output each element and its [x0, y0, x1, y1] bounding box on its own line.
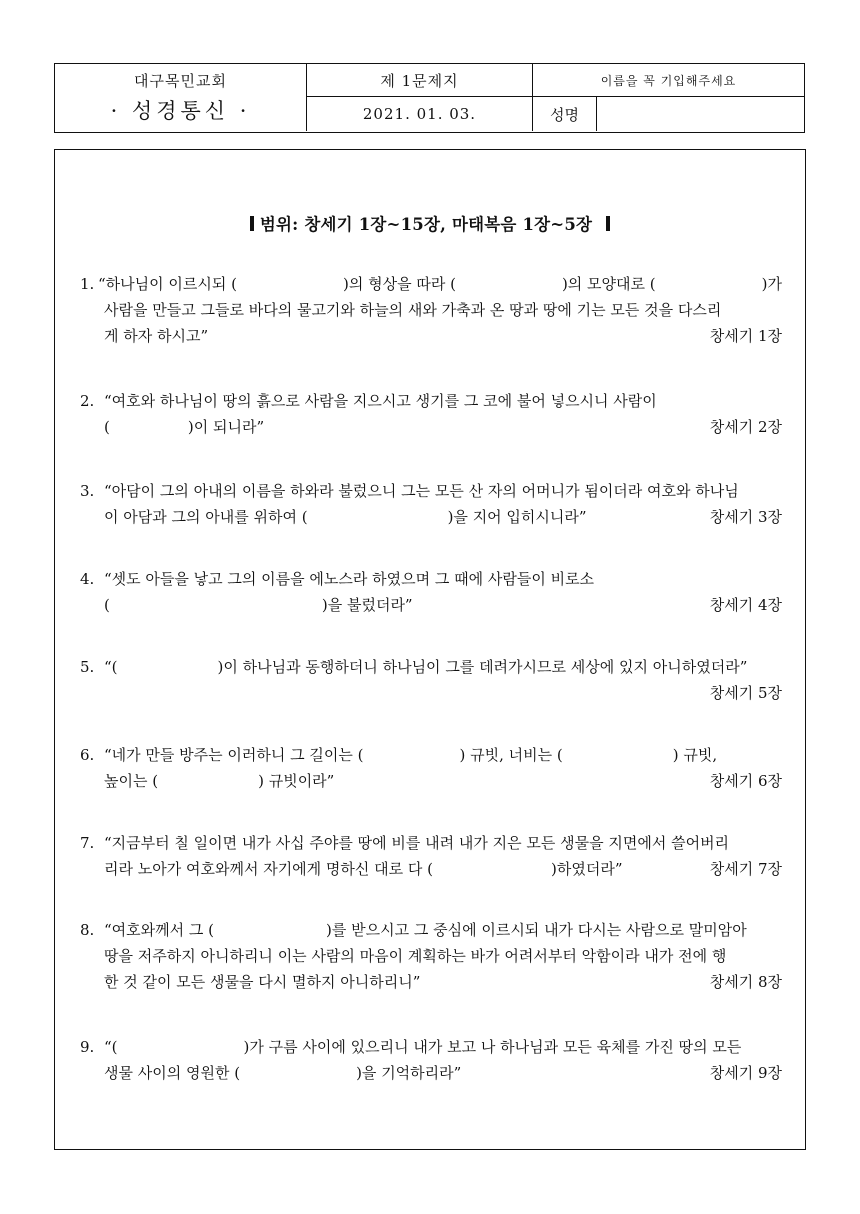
scripture-ref: 창세기 9장	[709, 1064, 782, 1082]
bar-left-icon	[250, 216, 254, 231]
church-name: 대구목민교회	[134, 72, 227, 90]
newsletter-title: · 성경통신 ·	[110, 99, 251, 123]
question-6: 6. “네가 만들 방주는 이러하니 그 길이는 ( ) 규빗, 너비는 ( ) 규빗, 높이는 ( ) 규빗이라” 창세기 6장	[80, 742, 782, 794]
scripture-ref: 창세기 2장	[709, 418, 782, 436]
scripture-ref: 창세기 3장	[709, 508, 782, 526]
range-text: 범위: 창세기 1장~15장, 마태복음 1장~5장	[259, 215, 593, 234]
name-field[interactable]	[597, 97, 804, 131]
question-4: 4. “셋도 아들을 낳고 그의 이름을 에노스라 하였으며 그 때에 사람들이 비로소 ( )을 불렀더라” 창세기 4장	[80, 566, 782, 618]
question-1: 1. “하나님이 이르시되 ( )의 형상을 따라 ( )의 모양대로 ( )가 사람을 만들고 그들로 바다의 물고기와 하늘의 새와 가축과 온 땅과 땅에 기는 모든 것을 다스리 게 하자 하시고” 창세기 1장	[80, 271, 782, 349]
question-number: 7.	[80, 834, 95, 852]
question-number: 6.	[80, 746, 95, 764]
name-label: 성명	[533, 97, 597, 131]
scripture-ref: 창세기 6장	[709, 772, 782, 790]
question-number: 5.	[80, 658, 95, 676]
name-note: 이름을 꼭 기입해주세요	[533, 64, 804, 97]
question-7: 7. “지금부터 칠 일이면 내가 사십 주야를 땅에 비를 내려 내가 지은 모든 생물을 지면에서 쓸어버리 리라 노아가 여호와께서 자기에게 명하신 대로 다 ( )하였더라” 창세기 7장	[80, 830, 782, 882]
bar-right-icon	[606, 216, 610, 231]
question-3: 3. “아담이 그의 아내의 이름을 하와라 불렀으니 그는 모든 산 자의 어머니가 됨이더라 여호와 하나님 이 아담과 그의 아내를 위하여 ( )을 지어 입히시니라” 창세기 3장	[80, 478, 782, 530]
scripture-ref: 창세기 4장	[709, 596, 782, 614]
question-9: 9. “( )가 구름 사이에 있으리니 내가 보고 나 하나님과 모든 육체를 가진 땅의 모든 생물 사이의 영원한 ( )을 기억하리라” 창세기 9장	[80, 1034, 782, 1086]
church-cell	[55, 64, 307, 131]
header-table	[54, 63, 805, 133]
question-number: 2.	[80, 392, 95, 410]
question-8: 8. “여호와께서 그 ( )를 받으시고 그 중심에 이르시되 내가 다시는 사람으로 말미암아 땅을 저주하지 아니하리니 이는 사람의 마음이 계획하는 바가 어려서부터 악함이라 내가 전에 행 한 것 같이 모든 생물을 다시 멸하지 아니하리니” 창세기 8장	[80, 917, 782, 995]
scripture-ref: 창세기 8장	[709, 973, 782, 991]
sheet-label: 제 1문제지	[307, 64, 533, 97]
question-number: 9.	[80, 1038, 95, 1056]
question-number: 3.	[80, 482, 95, 500]
question-number: 4.	[80, 570, 95, 588]
range-heading	[0, 211, 860, 235]
scripture-ref: 창세기 1장	[709, 327, 782, 345]
question-number: 8.	[80, 921, 95, 939]
question-5: 5. “( )이 하나님과 동행하더니 하나님이 그를 데려가시므로 세상에 있지 아니하였더라” 창세기 5장	[80, 654, 782, 706]
question-2: 2. “여호와 하나님이 땅의 흙으로 사람을 지으시고 생기를 그 코에 불어 넣으시니 사람이 ( )이 되니라” 창세기 2장	[80, 388, 782, 440]
scripture-ref: 창세기 5장	[709, 684, 782, 702]
scripture-ref: 창세기 7장	[709, 860, 782, 878]
question-number: 1.	[80, 275, 95, 293]
issue-date: 2021. 01. 03.	[307, 97, 533, 131]
